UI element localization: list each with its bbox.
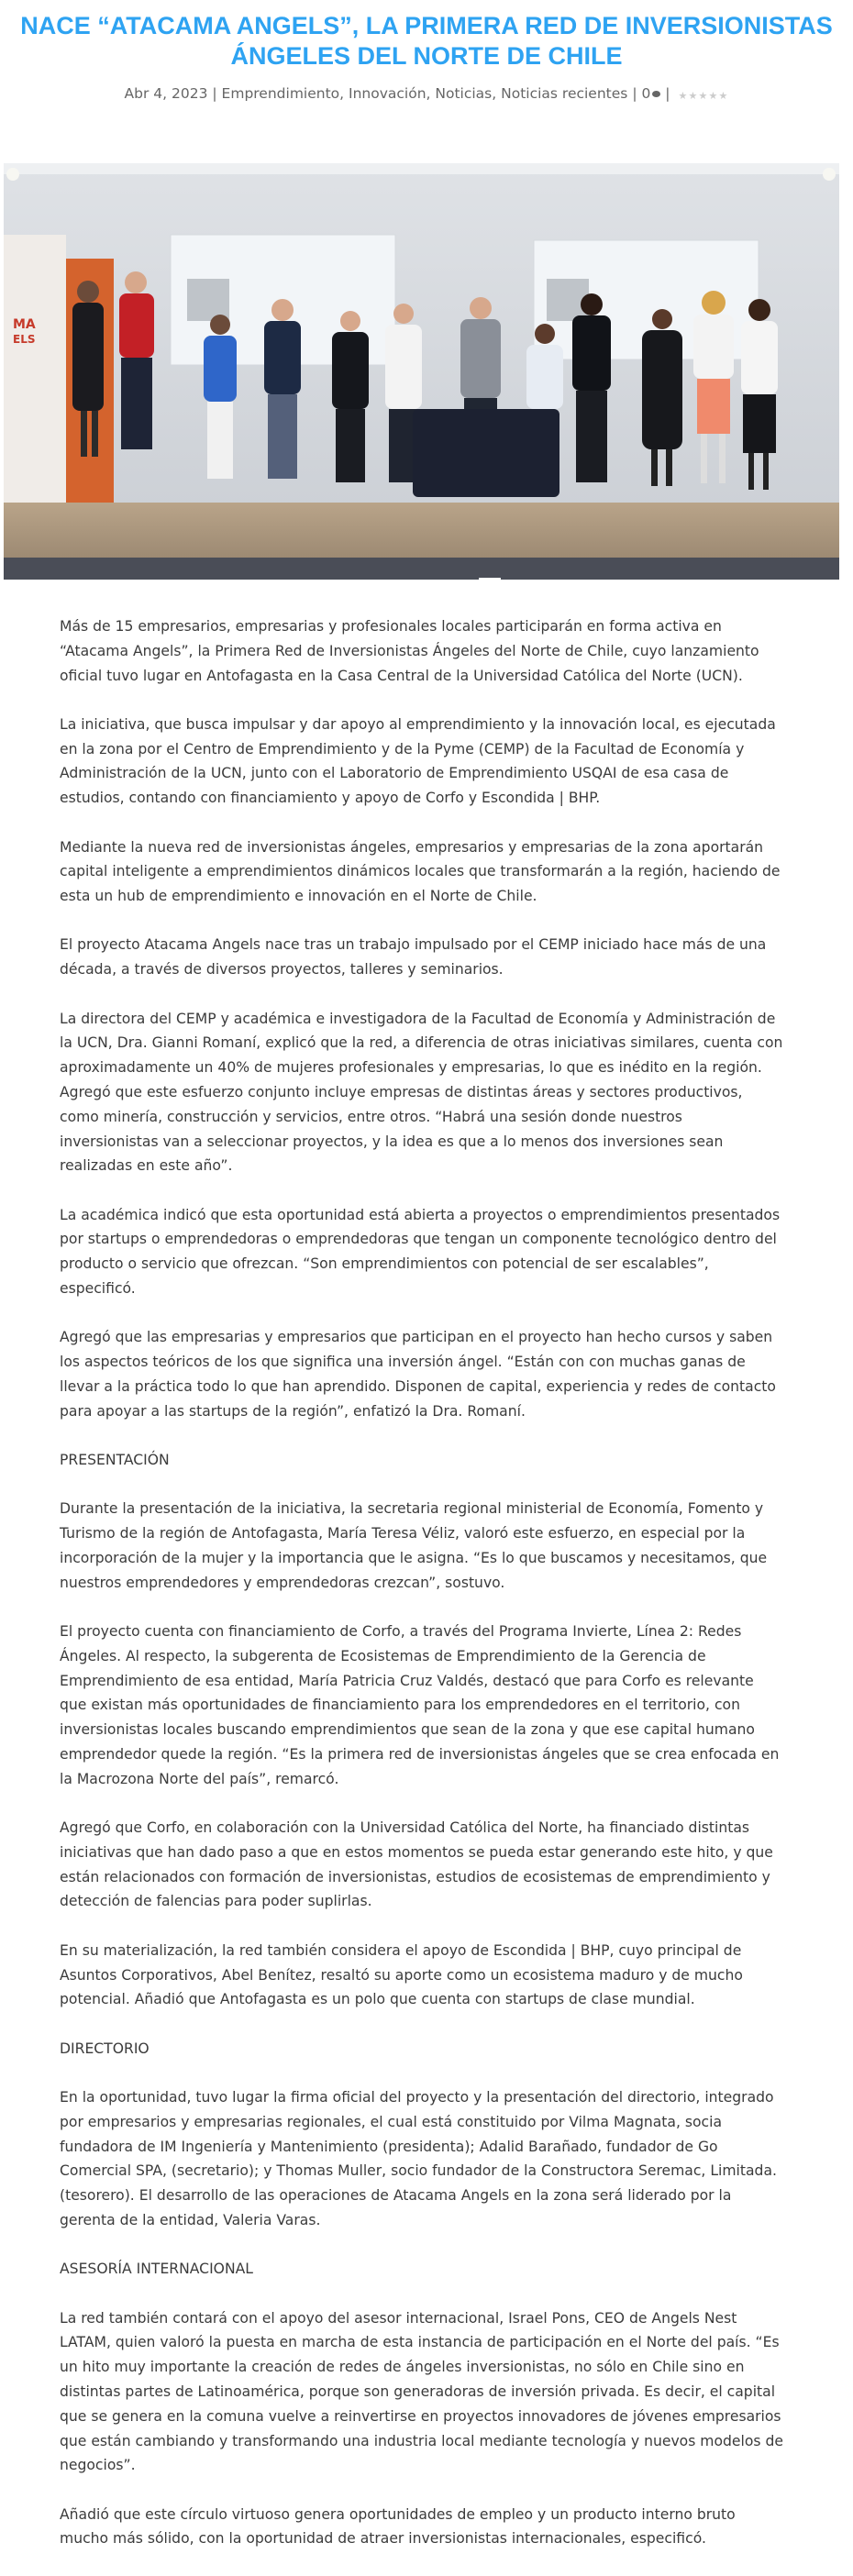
paragraph: La red también contará con el apoyo del asesor internacional, Israel Pons, CEO de Angels Nest LATAM, quien valoró la puesta en marcha de esta instancia de participación en el Norte del país. “Es un hito muy importante la creación de redes de ángeles inversionistas, no sólo en Chile sino en distintas partes de Latinoamérica, porque son generadoras de inversión privada. Es decir, el capital que se genera en la comuna vuelve a reinvertirse en proyectos innovadores de jóvenes empresarios que están cambiando y transformando una industria local mediante tecnología y nuevos modelos de negocios”. [60,2309,783,2474]
comments-count: 0 [641,85,651,102]
star-icon: ★ [718,89,728,102]
section-heading-directorio: DIRECTORIO [60,2040,150,2057]
featured-image [4,163,839,580]
event-photo [4,163,839,580]
comment-icon [652,91,660,97]
category-link-noticias[interactable]: Noticias [435,85,493,102]
post-date: Abr 4, 2023 [124,85,208,102]
category-link-emprendimiento[interactable]: Emprendimiento [221,85,340,102]
paragraph: La directora del CEMP y académica e investigadora de la Facultad de Economía y Administración de la UCN, Dra. Gianni Romaní, explicó que la red, a diferencia de otras iniciativas similares, cuenta con aproximadamente un 40% de mujeres profesionales y empresarias, lo que es inédito en la región. Agregó que este esfuerzo conjunto incluye empresas de distintas áreas y sectores productivos, como minería, construcción y servicios, entre otros. “Habrá una sesión donde nuestros inversionistas van a seleccionar proyectos, y la idea es que a lo menos dos inversiones sean realizadas en este año”. [60,1010,783,1175]
paragraph: Agregó que Corfo, en colaboración con la Universidad Católica del Norte, ha financiado distintas iniciativas que han dado paso a que en estos momentos se pueda estar generando este hito, y que están relacionados con formación de inversionistas, estudios de ecosistemas de emprendimiento y detección de falencias para poder suplirlas. [60,1819,773,1910]
star-icon: ★ [678,89,688,102]
svg-text:ELS: ELS [13,333,36,346]
slider-dot[interactable] [479,578,501,580]
paragraph: El proyecto cuenta con financiamiento de Corfo, a través del Programa Invierte, Línea 2: Redes Ángeles. Al respecto, la subgerenta de Ecosistemas de Emprendimiento de la Gerencia de Emprendimiento de esa entidad, María Patricia Cruz Valdés, destacó que para Corfo es relevante que existan más oportunidades de financiamiento para los emprendedores en el territorio, con inversionistas locales buscando emprendimientos que sean de la zona y que ese capital humano emprendedor quede la región. “Es la primera red de inversionistas ángeles que se crea enfocada en la Macrozona Norte del país”, remarcó. [60,1623,780,1787]
comments-link[interactable] [641,85,660,102]
post-header [0,0,853,165]
article-body [60,614,784,2576]
star-icon: ★ [698,89,708,102]
paragraph: La académica indicó que esta oportunidad está abierta a proyectos o emprendimientos presentados por startups o emprendedoras o emprendedoras que tengan un componente tecnológico dentro del producto o servicio que ofrezcan. “Son emprendimientos con potencial de ser escalables”, especificó. [60,1206,781,1298]
paragraph: El proyecto Atacama Angels nace tras un trabajo impulsado por el CEMP iniciado hace más de una década, a través de diversos proyectos, talleres y seminarios. [60,936,767,978]
star-icon: ★ [688,89,698,102]
paragraph: Añadió que este círculo virtuoso genera oportunidades de empleo y un producto interno bruto mucho más sólido, con la oportunidad de atraer inversionistas internacionales, especificó. [60,2505,736,2548]
paragraph: En su materialización, la red también considera el apoyo de Escondida | BHP, cuyo principal de Asuntos Corporativos, Abel Benítez, resaltó su aporte como un ecosistema maduro y de mucho potencial. Añadió que Antofagasta es un polo que cuenta con startups de clase mundial. [60,1941,743,2008]
section-heading-presentacion: PRESENTACIÓN [60,1452,170,1469]
paragraph: Más de 15 empresarios, empresarias y profesionales locales participarán en forma activa en “Atacama Angels”, la Primera Red de Inversionistas Ángeles del Norte de Chile, cuyo lanzamiento oficial tuvo lugar en Antofagasta en la Casa Central de la Universidad Católica del Norte (UCN). [60,618,759,684]
category-link-noticias-recientes[interactable]: Noticias recientes [501,85,628,102]
paragraph: La iniciativa, que busca impulsar y dar apoyo al emprendimiento y la innovación local, es ejecutada en la zona por el Centro de Emprendimiento y de la Pyme (CEMP) de la Facultad de Economía y Administración de la UCN, junto con el Laboratorio de Emprendimiento USQAI de esa casa de estudios, contando con financiamiento y apoyo de Corfo y Escondida | BHP. [60,715,776,807]
paragraph: Durante la presentación de la iniciativa, la secretaria regional ministerial de Economía, Fomento y Turismo de la región de Antofagasta, María Teresa Véliz, valoró este esfuerzo, en especial por la incorporación de la mujer y la importancia que le asigna. “Es lo que buscamos y necesitamos, que nuestros emprendedores y emprendedoras crezcan”, sostuvo. [60,1500,768,1591]
post-title: NACE “ATACAMA ANGELS”, LA PRIMERA RED DE INVERSIONISTAS ÁNGELES DEL NORTE DE CHILE [20,12,833,70]
star-rating [678,83,728,105]
star-icon: ★ [708,89,718,102]
svg-text:MA: MA [13,317,36,332]
category-link-innovacion[interactable]: Innovación [349,85,426,102]
section-heading-asesoria: ASESORÍA INTERNACIONAL [60,2261,253,2278]
post-meta: Abr 4, 2023 | Emprendimiento, Innovación, Noticias, Noticias recientes | 0 | ★★★★★ [0,83,853,105]
paragraph: Mediante la nueva red de inversionistas ángeles, empresarios y empresarias de la zona aportarán capital inteligente a emprendimientos dinámicos locales que transformarán a la región, haciendo de esta un hub de emprendimiento e innovación en el Norte de Chile. [60,838,781,905]
paragraph: En la oportunidad, tuvo lugar la firma oficial del proyecto y la presentación del directorio, integrado por empresarios y empresarias regionales, el cual está constituido por Vilma Magnata, socia fundadora de IM Ingeniería y Mantenimiento (presidenta); Adalid Barañado, fundador de Go Comercial SPA, (secretario); y Thomas Muller, socio fundador de la Constructora Seremac, Limitada. (tesorero). El desarrollo de las operaciones de Atacama Angels en la zona será liderado por la gerenta de la entidad, Valeria Varas. [60,2088,777,2228]
paragraph: Agregó que las empresarias y empresarios que participan en el proyecto han hecho cursos y saben los aspectos teóricos de los que significa una inversión ángel. “Están con con muchas ganas de llevar a la práctica todo lo que han aprendido. Disponen de capital, experiencia y redes de contacto para apoyar a las startups de la región”, enfatizó la Dra. Romaní. [60,1329,776,1420]
